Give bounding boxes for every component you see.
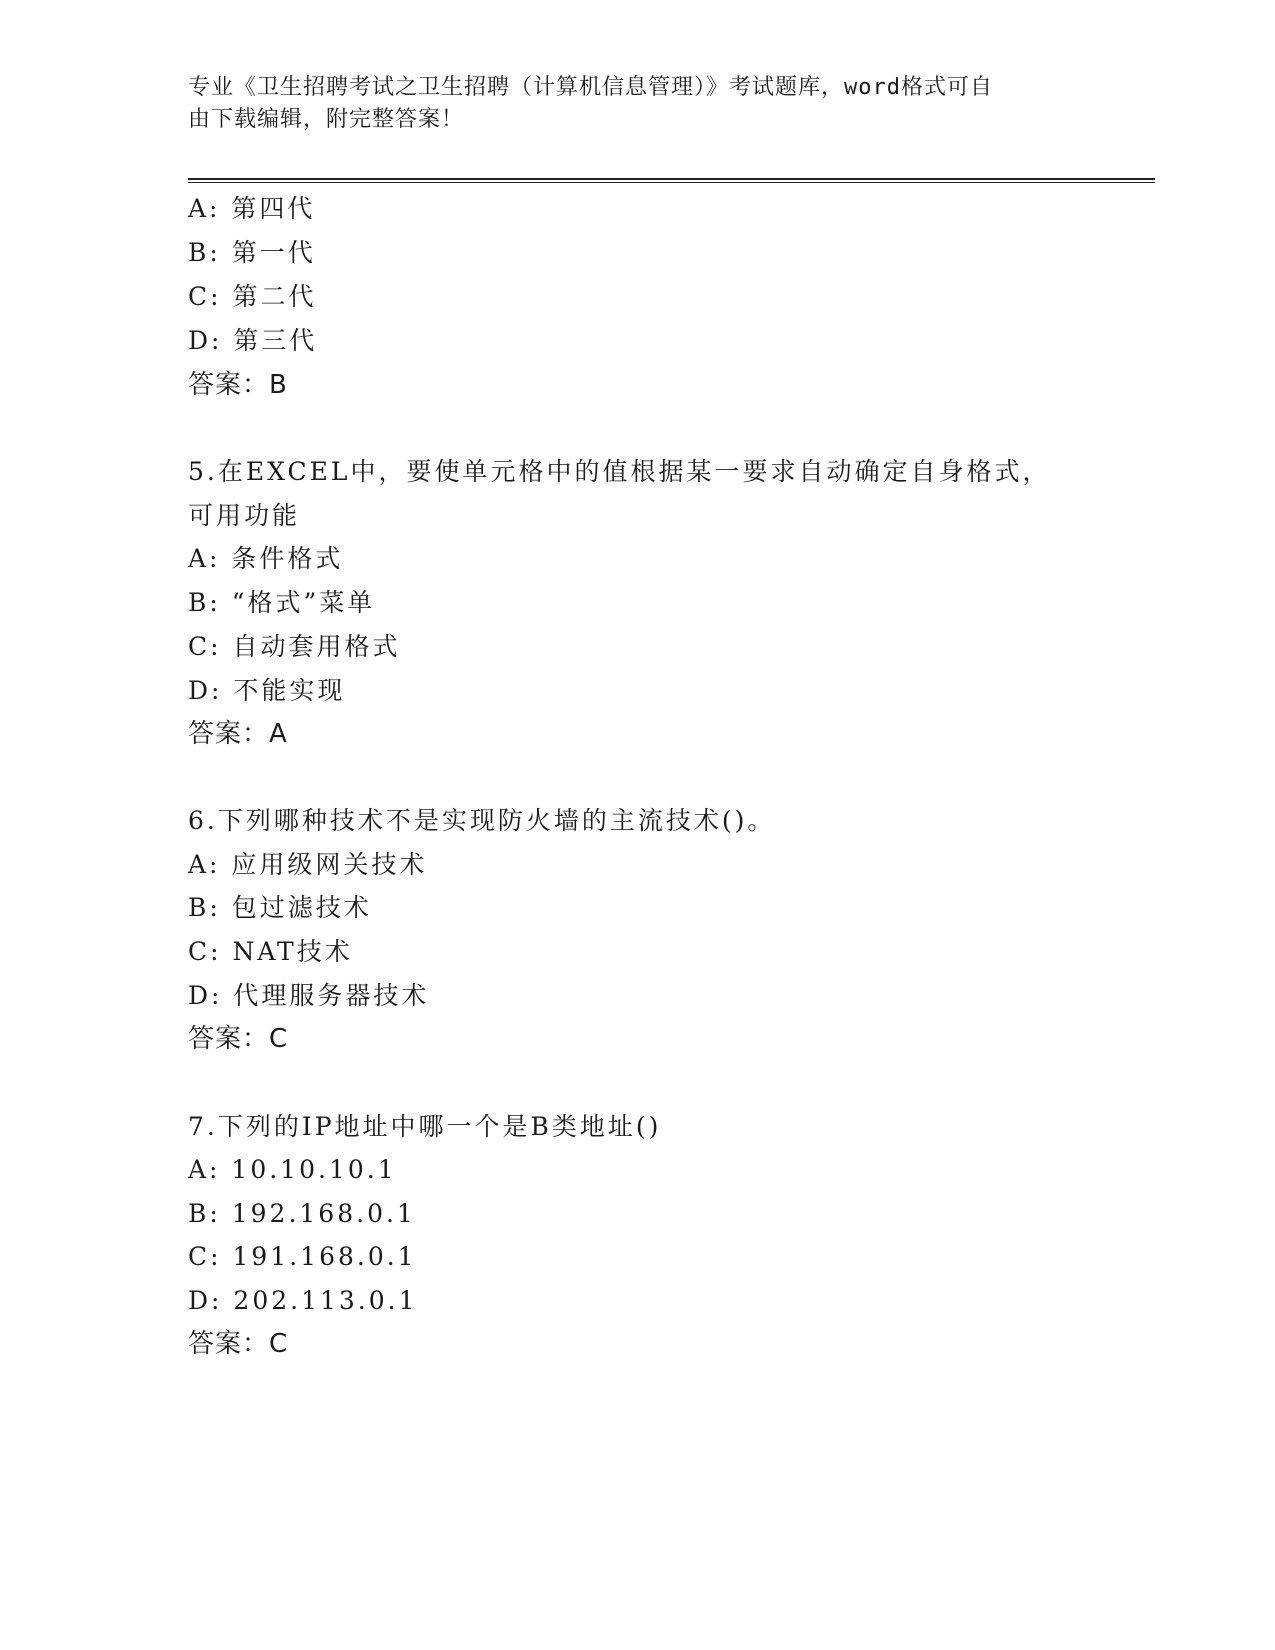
q7-option-c: C: 191.168.0.1 (188, 1242, 417, 1271)
q7-option-b: B: 192.168.0.1 (188, 1199, 416, 1228)
q6-answer: 答案：C (188, 1024, 289, 1054)
q5-option-b: B: “格式”菜单 (188, 588, 376, 617)
q5-answer: 答案：A (188, 719, 288, 749)
q4-option-d: D: 第三代 (188, 326, 318, 355)
q5-option-c: C: 自动套用格式 (188, 632, 401, 661)
q6-stem-line-1: 6.下列哪种技术不是实现防火墙的主流技术()。 (188, 806, 776, 835)
header-divider (188, 178, 1155, 183)
q6-option-a: A: 应用级网关技术 (188, 850, 428, 879)
q7-stem-line-1: 7.下列的IP地址中哪一个是B类地址() (188, 1112, 662, 1141)
q6-option-c: C: NAT技术 (188, 937, 353, 966)
q4-option-b: B: 第一代 (188, 238, 316, 267)
q7-option-d: D: 202.113.0.1 (188, 1286, 418, 1315)
q5-stem-line-1: 5.在EXCEL中，要使单元格中的值根据某一要求自动确定自身格式， (188, 457, 1051, 486)
q5-option-d: D: 不能实现 (188, 676, 346, 705)
q4-option-c: C: 第二代 (188, 282, 317, 311)
q4-answer: 答案：B (188, 370, 288, 400)
header-line-2: 由下载编辑，附完整答案！ (188, 107, 465, 132)
q6-option-b: B: 包过滤技术 (188, 893, 372, 922)
q6-option-d: D: 代理服务器技术 (188, 981, 430, 1010)
document-header (188, 72, 1068, 136)
q7-option-a: A: 10.10.10.1 (188, 1155, 397, 1184)
q4-option-a: A: 第四代 (188, 194, 316, 223)
q5-option-a: A: 条件格式 (188, 544, 344, 573)
q7-answer: 答案：C (188, 1329, 289, 1359)
q5-stem-line-2: 可用功能 (188, 501, 301, 530)
header-line-1: 专业《卫生招聘考试之卫生招聘（计算机信息管理）》考试题库，word格式可自 (188, 75, 993, 100)
